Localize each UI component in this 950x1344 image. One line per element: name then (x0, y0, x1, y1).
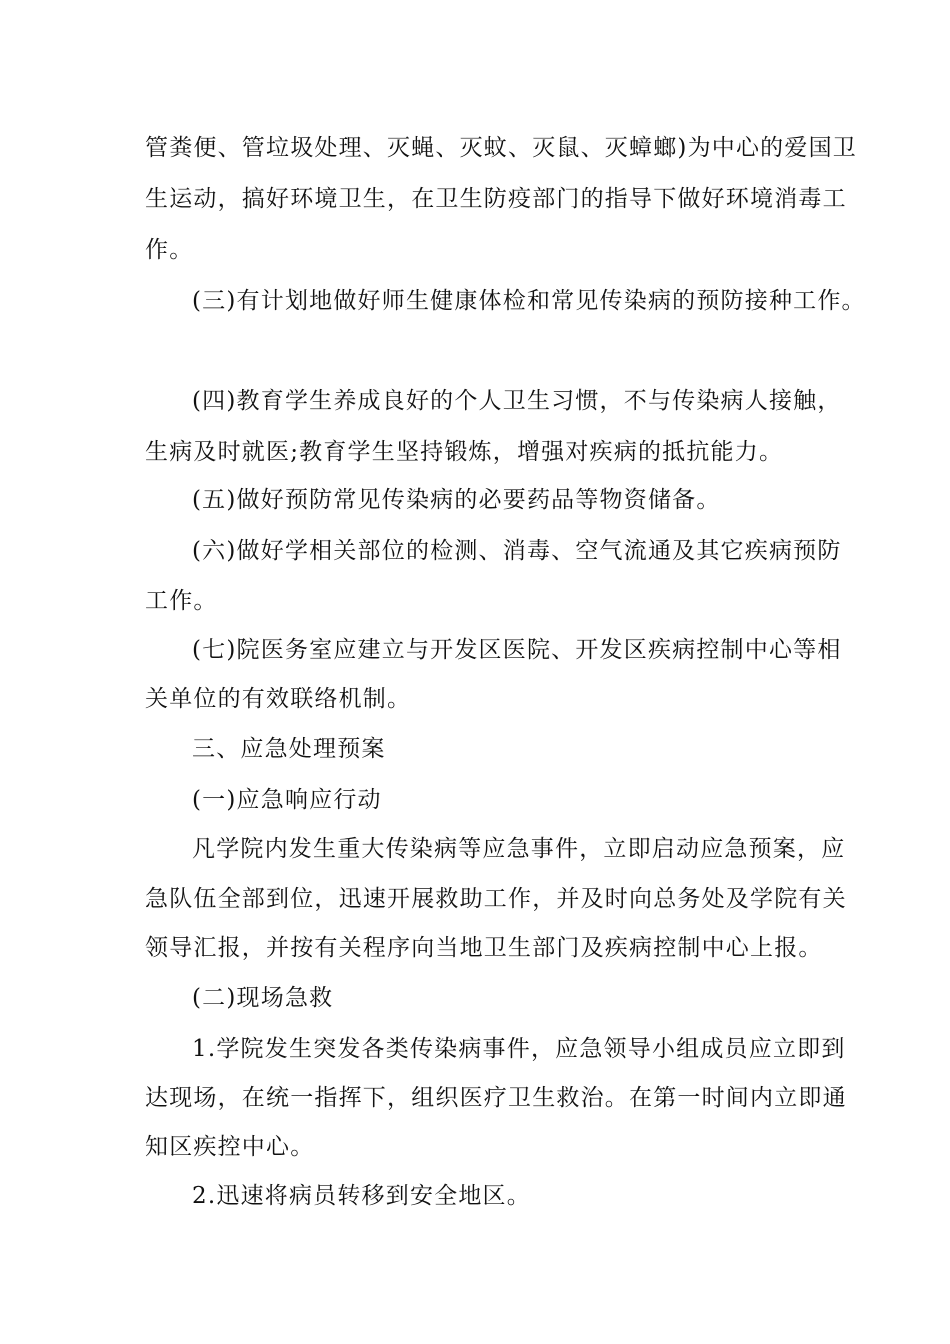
paragraph-item-7: (七)院医务室应建立与开发区医院、开发区疾病控制中心等相 (192, 637, 842, 663)
text-line: 生运动，搞好环境卫生，在卫生防疫部门的指导下做好环境消毒工 (145, 186, 847, 212)
text-line: 知区疾控中心。 (145, 1134, 315, 1160)
paragraph-start: 1.学院发生突发各类传染病事件，应急领导小组成员应立即到 (192, 1036, 846, 1062)
text-line: 管粪便、管垃圾处理、灭蝇、灭蚊、灭鼠、灭蟑螂)为中心的爱国卫 (145, 135, 857, 161)
paragraph-start: 凡学院内发生重大传染病等应急事件，立即启动应急预案，应 (192, 836, 846, 862)
paragraph-item-5: (五)做好预防常见传染病的必要药品等物资储备。 (192, 487, 721, 513)
paragraph-item-4: (四)教育学生养成良好的个人卫生习惯，不与传染病人接触， (192, 388, 842, 414)
subsection-heading: (一)应急响应行动 (192, 787, 382, 813)
subsection-heading: (二)现场急救 (192, 985, 334, 1011)
section-heading: 三、应急处理预案 (192, 736, 386, 762)
text-line: 工作。 (145, 588, 218, 614)
text-line: 急队伍全部到位，迅速开展救助工作，并及时向总务处及学院有关 (145, 886, 847, 912)
text-line: 领导汇报，并按有关程序向当地卫生部门及疾病控制中心上报。 (145, 935, 823, 961)
text-line: 关单位的有效联络机制。 (145, 686, 412, 712)
text-line: 作。 (145, 237, 194, 263)
text-line: 生病及时就医;教育学生坚持锻炼，增强对疾病的抵抗能力。 (145, 439, 784, 465)
paragraph-start: 2.迅速将病员转移到安全地区。 (192, 1183, 531, 1209)
paragraph-item-3: (三)有计划地做好师生健康体检和常见传染病的预防接种工作。 (192, 288, 866, 314)
text-line: 达现场，在统一指挥下，组织医疗卫生救治。在第一时间内立即通 (145, 1085, 847, 1111)
paragraph-item-6: (六)做好学相关部位的检测、消毒、空气流通及其它疾病预防 (192, 538, 842, 564)
